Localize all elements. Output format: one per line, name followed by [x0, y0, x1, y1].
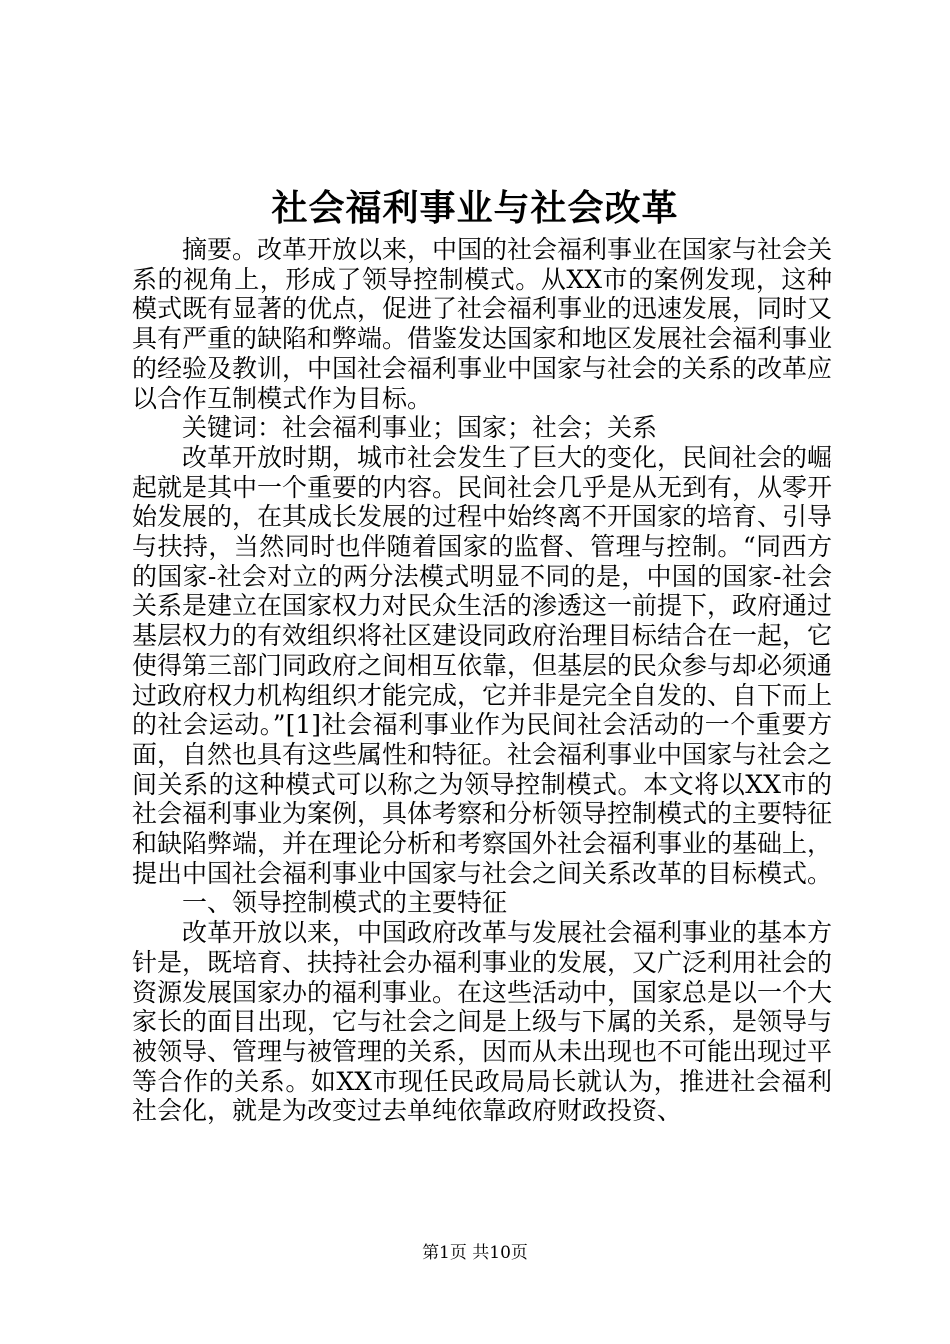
- abstract-paragraph: 摘要。改革开放以来，中国的社会福利事业在国家与社会关系的视角上，形成了领导控制模式。从XX市的案例发现，这种模式既有显著的优点，促进了社会福利事业的迅速发展，同时又具有严重的缺陷和弊端。借鉴发达国家和地区发展社会福利事业的经验及教训，中国社会福利事业中国家与社会的关系的改革应以合作互制模式作为目标。: [132, 235, 833, 413]
- page-footer: 第1页 共10页: [422, 1243, 528, 1263]
- document-title: 社会福利事业与社会改革: [271, 187, 679, 229]
- document-body: [132, 235, 832, 1126]
- intro-paragraph: 改革开放时期，城市社会发生了巨大的变化，民间社会的崛起就是其中一个重要的内容。民间社会几乎是从无到有，从零开始发展的，在其成长发展的过程中始终离不开国家的培育、引导与扶持，当然同时也伴随着国家的监督、管理与控制。“同西方的国家-社会对立的两分法模式明显不同的是，中国的国家-社会关系是建立在国家权力对民众生活的渗透这一前提下，政府通过基层权力的有效组织将社区建设同政府治理目标结合在一起，它使得第三部门同政府之间相互依靠，但基层的民众参与却必须通过政府权力机构组织才能完成，它并非是完全自发的、自下而上的社会运动。”[1]社会福利事业作为民间社会活动的一个重要方面，自然也具有这些属性和特征。社会福利事业中国家与社会之间关系的这种模式可以称之为领导控制模式。本文将以XX市的社会福利事业为案例，具体考察和分析领导控制模式的主要特征和缺陷弊端，并在理论分析和考察国外社会福利事业的基础上，提出中国社会福利事业中国家与社会之间关系改革的目标模式。: [132, 442, 833, 888]
- section-heading: 一、领导控制模式的主要特征: [182, 888, 508, 918]
- keywords-paragraph: 关键词：社会福利事业；国家；社会；关系: [182, 413, 658, 443]
- section-paragraph: 改革开放以来，中国政府改革与发展社会福利事业的基本方针是，既培育、扶持社会办福利事业的发展，又广泛利用社会的资源发展国家办的福利事业。在这些活动中，国家总是以一个大家长的面目出现，它与社会之间是上级与下属的关系，是领导与被领导、管理与被管理的关系，因而从未出现也不可能出现过平等合作的关系。如XX市现任民政局局长就认为，推进社会福利社会化，就是为改变过去单纯依靠政府财政投资、: [132, 918, 833, 1126]
